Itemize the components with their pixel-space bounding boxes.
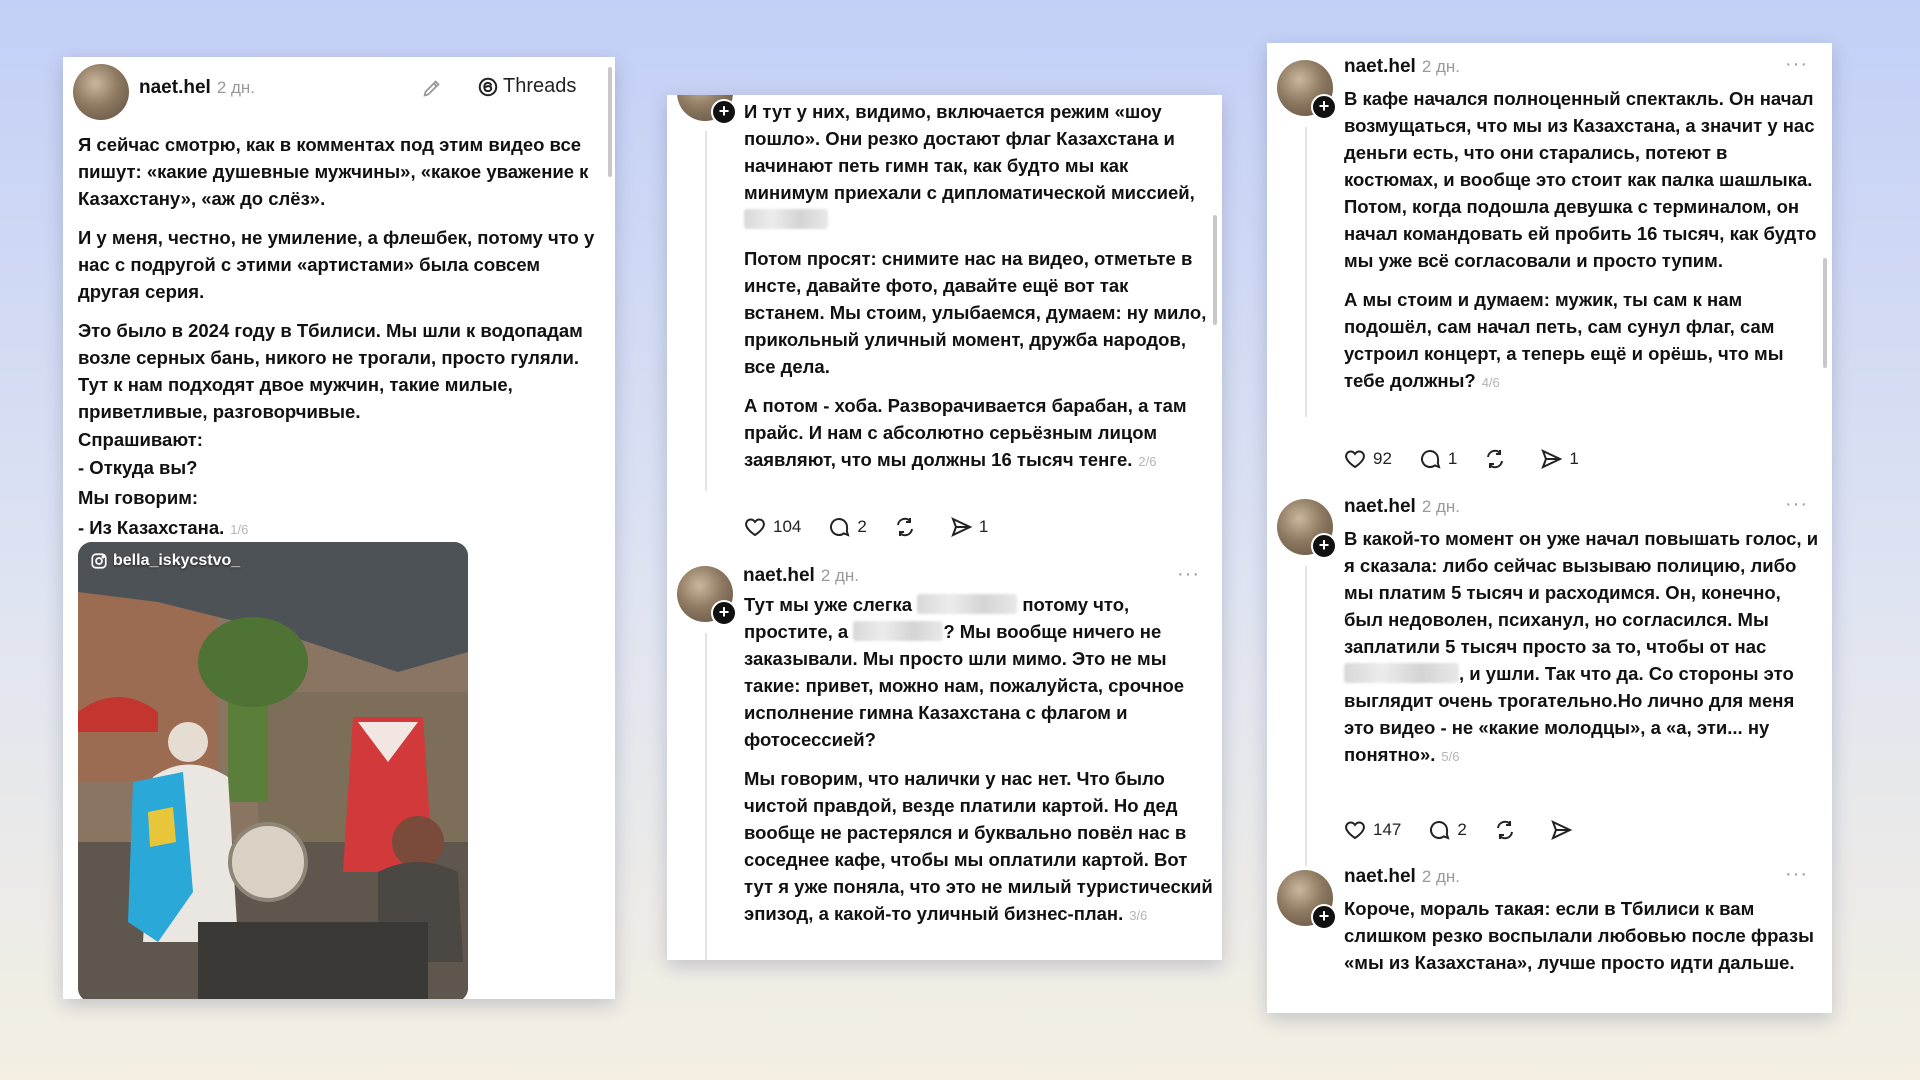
threads-icon [477,76,499,98]
heart-icon [743,515,767,539]
post-header [1344,866,1460,888]
post-actions [1343,818,1605,842]
post-header [1344,496,1460,518]
post-time: 2 дн. [1421,57,1461,76]
paragraph: Потом просят: снимите нас на видео, отметьте в инсте, давайте фото, давайте ещё вот так встанем. Мы стоим, улыбаемся, думаем: ну мило, прикольный уличный момент, дружба народов, все дела. [744,248,1207,377]
paragraph-text: , и ушли. Так что да. Со стороны это выглядит очень трогательно.Но лично для меня это видео - не «какие молодцы», а «а, эти... ну понятно». [1344,663,1795,765]
follow-plus-icon[interactable]: + [1311,533,1337,559]
paragraph-last [1344,286,1819,396]
comment-icon [827,515,851,539]
avatar[interactable] [1277,60,1333,116]
post-header [1344,56,1460,78]
like-count: 147 [1373,820,1402,839]
paragraph [744,591,1214,753]
video-thumbnail[interactable] [78,542,468,999]
like-button[interactable] [1343,818,1401,842]
thread-line [1305,127,1307,417]
send-icon [1539,447,1563,471]
repost-icon [1483,447,1507,471]
scrollbar[interactable] [1823,258,1827,368]
repost-icon [1493,818,1517,842]
avatar[interactable] [1277,870,1333,926]
paragraph-text: потому что, простите, а [744,594,1130,642]
paragraph-last [744,765,1214,929]
comment-icon [1427,818,1451,842]
paragraph: Это было в 2024 году в Тбилиси. Мы шли к водопадам возле серных бань, никого не трогали, просто гуляли. Тут к нам подходят двое мужчин, такие милые, приветливые, разговорчивые. [78,320,583,422]
blurred-text [744,209,828,229]
share-count: 1 [1569,449,1579,468]
post-body [744,98,1214,475]
paragraph-text: В какой-то момент он уже начал повышать голос, и я сказала: либо сейчас вызываю полицию, либо мы платим 5 тысяч и расходимся. Он, конечно, был недоволен, психанул, но согласился. Мы заплатили 5 тысяч просто за то, чтобы от нас [1344,528,1819,657]
post-actions [743,515,1014,539]
reply-count: 2 [857,517,867,536]
post-time: 2 дн. [820,566,860,585]
paragraph: - Откуда вы? [78,457,198,478]
send-icon [1549,818,1573,842]
page-counter: 5/6 [1441,749,1460,764]
repost-button[interactable] [1483,447,1513,471]
page-counter: 3/6 [1129,908,1148,923]
instagram-icon [90,552,108,570]
threads-logo[interactable] [477,75,576,98]
post-time: 2 дн. [1421,867,1461,886]
post-body [78,131,598,543]
follow-plus-icon[interactable]: + [711,99,737,125]
paragraph-last [1344,525,1819,770]
page-counter: 4/6 [1481,375,1500,390]
comment-icon [1418,447,1442,471]
reply-count: 2 [1457,820,1467,839]
post-time: 2 дн. [216,78,256,97]
more-options-button[interactable]: ··· [1785,53,1808,75]
repost-icon [893,515,917,539]
like-count: 104 [773,517,802,536]
paragraph: Я сейчас смотрю, как в комментах под этим видео все пишут: «какие душевные мужчины», «какое уважение к Казахстану», «аж до слёз». [78,134,589,209]
paragraph: Мы говорим: [78,487,199,508]
thread-line [705,633,707,960]
page-counter: 2/6 [1138,454,1157,469]
reply-button[interactable] [827,515,866,539]
follow-plus-icon[interactable]: + [711,600,737,626]
thread-post-card-2 [667,95,1222,960]
avatar[interactable] [1277,499,1333,555]
share-button[interactable] [949,515,988,539]
username[interactable]: naet.hel [139,77,211,98]
follow-plus-icon[interactable]: + [1311,904,1337,930]
paragraph-text: Тут мы уже слегка [744,594,913,615]
paragraph: - Из Казахстана. [78,517,225,538]
share-button[interactable] [1539,447,1578,471]
send-icon [949,515,973,539]
thread-line [705,131,707,491]
page-counter: 1/6 [230,522,249,537]
more-options-button[interactable]: ··· [1785,863,1808,885]
share-count: 1 [978,517,989,536]
paragraph: Спрашивают: [78,429,203,450]
reply-count: 1 [1447,449,1458,468]
paragraph-text: ? Мы вообще ничего не заказывали. Мы просто шли мимо. Это не мы такие: привет, можно нам, пожалуйста, срочное исполнение гимна Казахстана с флагом и фотосессией? [744,621,1185,750]
paragraph-last [744,392,1214,475]
scrollbar[interactable] [608,67,612,177]
edit-icon[interactable] [421,77,443,99]
more-options-button[interactable]: ··· [1785,493,1808,515]
share-button[interactable] [1549,818,1579,842]
post-time: 2 дн. [1421,497,1461,516]
repost-button[interactable] [1493,818,1523,842]
follow-plus-icon[interactable]: + [1311,94,1337,120]
username[interactable]: naet.hel [1344,56,1416,77]
reply-button[interactable] [1427,818,1466,842]
repost-button[interactable] [893,515,923,539]
paragraph [744,98,1214,233]
paragraph: И у меня, честно, не умиление, а флешбек, потому что у нас с подругой с этими «артистами» была совсем другая серия. [78,227,595,302]
username[interactable]: naet.hel [743,565,815,586]
blurred-text [853,621,943,641]
like-button[interactable] [743,515,801,539]
post-actions [1343,447,1605,471]
post-body: Короче, мораль такая: если в Тбилиси к вам слишком резко воспылали любовью после фразы «мы из Казахстана», лучше просто идти дальше. [1344,898,1814,973]
thread-post-card-3 [1267,43,1832,1013]
paragraph-text: И тут у них, видимо, включается режим «шоу пошло». Они резко достают флаг Казахстана и начинают петь гимн так, как будто мы как минимум приехали с дипломатической миссией, [744,101,1195,203]
post-body [744,591,1214,929]
threads-label: Threads [503,75,577,97]
blurred-text [917,594,1017,614]
paragraph-text: А мы стоим и думаем: мужик, ты сам к нам подошёл, сам начал петь, сам сунул флаг, сам устроил концерт, а теперь ещё и орёшь, что мы тебе должны? [1344,289,1784,391]
paragraph-text: А потом - хоба. Разворачивается барабан, а там прайс. И нам с абсолютно серьёзным лицом заявляют, что мы должны 16 тысяч тенге. [744,395,1187,470]
heart-icon [1343,818,1367,842]
avatar[interactable] [73,64,129,120]
thread-post-card-1 [63,57,615,999]
username[interactable]: naet.hel [1344,866,1416,887]
heart-icon [1343,447,1367,471]
username[interactable]: naet.hel [1344,496,1416,517]
post-body [1344,525,1819,770]
like-button[interactable] [1343,447,1392,471]
avatar[interactable] [677,95,733,121]
blurred-text [1344,663,1459,683]
avatar[interactable] [677,566,733,622]
like-count: 92 [1373,449,1392,468]
paragraph-text: Мы говорим, что налички у нас нет. Что было чистой правдой, везде платили картой. Но дед вообще не растерялся и буквально повёл нас в соседнее кафе, чтобы мы оплатили картой. Вот тут я уже поняла, что это не милый туристический эпизод, а какой-то уличный бизнес-план. [744,768,1213,924]
more-options-button[interactable]: ··· [1177,563,1200,585]
reply-button[interactable] [1418,447,1457,471]
video-scene [78,542,468,999]
post-header [139,77,255,99]
post-header [743,565,859,587]
video-handle-label: bella_iskyсstvo_ [113,552,241,569]
paragraph-last [78,514,598,543]
thread-line [1305,566,1307,866]
paragraph: В кафе начался полноценный спектакль. Он начал возмущаться, что мы из Казахстана, а значит у нас деньги есть, что они старались, потеют в костюмах, и вообще это стоит как палка шашлыка. Потом, когда подошла девушка с терминалом, он начал командовать ей пробить 16 тысяч, как будто мы уже всё согласовали и просто тупим. [1344,88,1817,271]
video-handle[interactable] [90,552,240,570]
post-body [1344,85,1819,396]
